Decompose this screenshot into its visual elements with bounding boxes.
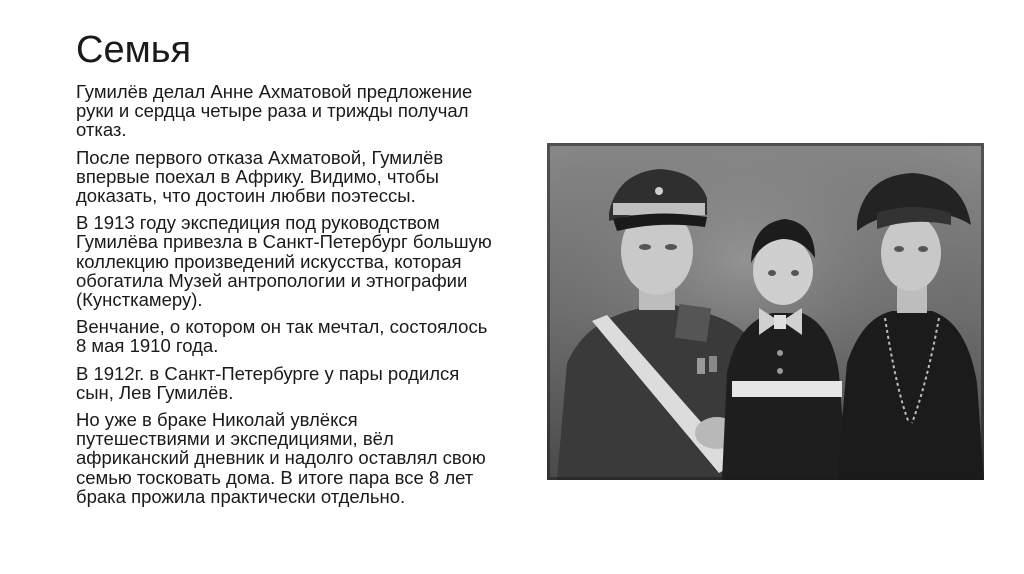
photo-illustration-icon: [547, 143, 984, 480]
family-portrait-photo: [547, 143, 984, 480]
slide-body: [76, 82, 528, 514]
paragraph-africa: После первого отказа Ахматовой, Гумилёв впервые поехал в Африку. Видимо, чтобы доказать, что достоин любви поэтессы.: [76, 146, 444, 207]
paragraph-son: В 1912г. в Санкт-Петербурге у пары родился сын, Лев Гумилёв.: [76, 362, 460, 403]
paragraph-proposals: Гумилёв делал Анне Ахматовой предложение руки и сердца четыре раза и трижды получал отказ.: [76, 81, 473, 141]
paragraph-wedding: Венчание, о котором он так мечтал, состоялось 8 мая 1910 года.: [76, 316, 488, 357]
paragraph-expedition: В 1913 году экспедиция под руководством Гумилёва привезла в Санкт-Петербург большую коллекцию произведений искусства, которая обогатила Музей антропологии и этнографии (Кунсткамеру).: [76, 212, 492, 311]
slide-title: Семья: [76, 29, 192, 71]
paragraph-separation: Но уже в браке Николай увлёкся путешествиями и экспедициями, вёл африканский дневник и надолго оставлял свою семью тосковать дома. В итоге пара все 8 лет брака прожила практически отдельно.: [76, 409, 486, 507]
